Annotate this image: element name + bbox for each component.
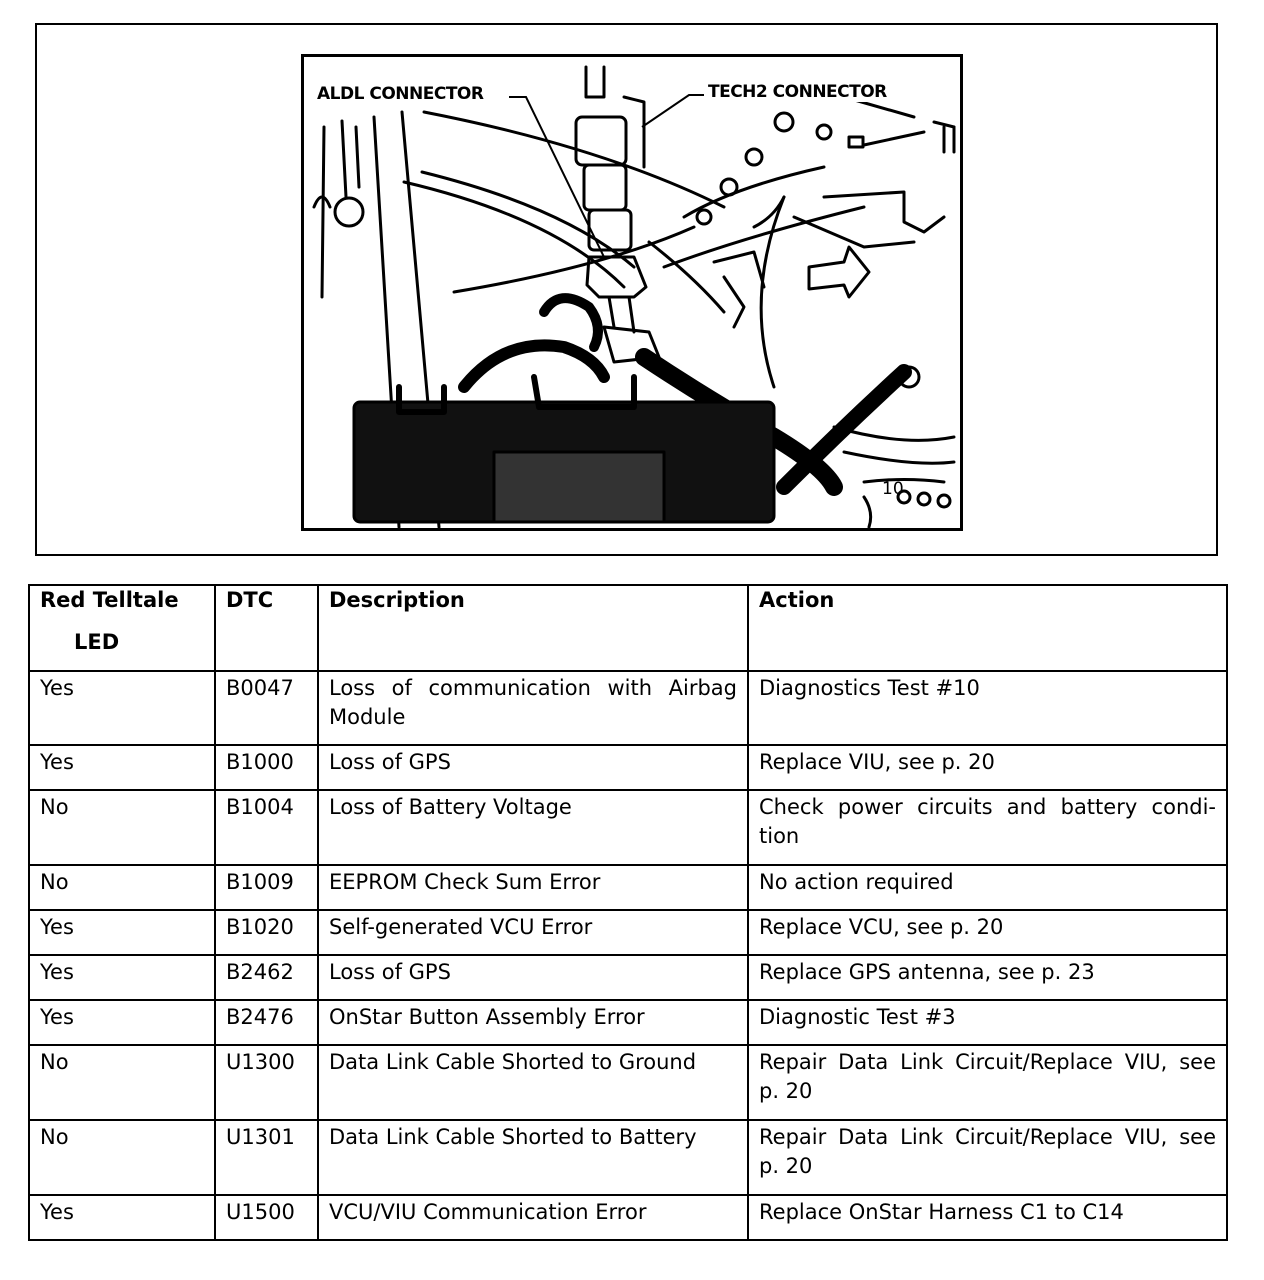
cell-description: Loss of GPS — [318, 955, 748, 1000]
cell-led: Yes — [29, 671, 215, 745]
tech2-connector-callout: TECH2 CONNECTOR — [708, 82, 887, 102]
table-row — [29, 745, 1227, 790]
cell-dtc: B1009 — [215, 865, 318, 910]
cell-dtc: U1301 — [215, 1120, 318, 1195]
cell-dtc: B1000 — [215, 745, 318, 790]
table-row — [29, 865, 1227, 910]
table-row — [29, 1045, 1227, 1120]
header-description: Description — [318, 585, 748, 671]
cell-action: Check power circuits and battery condi-tion — [748, 790, 1227, 865]
table-header-row — [29, 585, 1227, 671]
cell-led: Yes — [29, 1195, 215, 1240]
table-row — [29, 910, 1227, 955]
cell-dtc: U1500 — [215, 1195, 318, 1240]
cell-led: No — [29, 1045, 215, 1120]
cell-action: Diagnostic Test #3 — [748, 1000, 1227, 1045]
cell-led: Yes — [29, 1000, 215, 1045]
dtc-table — [28, 584, 1228, 1241]
header-dtc: DTC — [215, 585, 318, 671]
cell-dtc: B2476 — [215, 1000, 318, 1045]
cell-description: Data Link Cable Shorted to Battery — [318, 1120, 748, 1195]
cell-action: Replace VCU, see p. 20 — [748, 910, 1227, 955]
cell-description: Loss of Battery Voltage — [318, 790, 748, 865]
dashboard-wiring-drawing — [304, 57, 960, 528]
cell-dtc: B2462 — [215, 955, 318, 1000]
header-led-line1: Red Telltale — [40, 588, 179, 612]
table-row — [29, 1195, 1227, 1240]
cell-dtc: B1020 — [215, 910, 318, 955]
cell-led: Yes — [29, 955, 215, 1000]
cell-description: Loss of GPS — [318, 745, 748, 790]
cell-dtc: B0047 — [215, 671, 318, 745]
part-number-label: 10 — [882, 479, 904, 499]
cell-led: Yes — [29, 745, 215, 790]
cell-action: Replace VIU, see p. 20 — [748, 745, 1227, 790]
table-row — [29, 955, 1227, 1000]
cell-led: Yes — [29, 910, 215, 955]
cell-action: Repair Data Link Circuit/Replace VIU, see p. 20 — [748, 1045, 1227, 1120]
cell-description: Self-generated VCU Error — [318, 910, 748, 955]
cell-description: OnStar Button Assembly Error — [318, 1000, 748, 1045]
cell-dtc: U1300 — [215, 1045, 318, 1120]
aldl-connector-callout: ALDL CONNECTOR — [317, 84, 484, 104]
cell-action: Diagnostics Test #10 — [748, 671, 1227, 745]
cell-led: No — [29, 865, 215, 910]
cell-dtc: B1004 — [215, 790, 318, 865]
cell-led: No — [29, 1120, 215, 1195]
cell-description: EEPROM Check Sum Error — [318, 865, 748, 910]
cell-description: Data Link Cable Shorted to Ground — [318, 1045, 748, 1120]
table-row — [29, 790, 1227, 865]
header-led-line2: LED — [74, 630, 120, 654]
table-row — [29, 1000, 1227, 1045]
table-row — [29, 1120, 1227, 1195]
cell-action: No action required — [748, 865, 1227, 910]
cell-action: Replace GPS antenna, see p. 23 — [748, 955, 1227, 1000]
header-red-telltale-led — [29, 585, 215, 671]
cell-description: Loss of communication with Airbag Module — [318, 671, 748, 745]
cell-action: Repair Data Link Circuit/Replace VIU, see p. 20 — [748, 1120, 1227, 1195]
connector-illustration — [301, 54, 963, 531]
header-action: Action — [748, 585, 1227, 671]
table-row — [29, 671, 1227, 745]
cell-action: Replace OnStar Harness C1 to C14 — [748, 1195, 1227, 1240]
cell-description: VCU/VIU Communication Error — [318, 1195, 748, 1240]
cell-led: No — [29, 790, 215, 865]
